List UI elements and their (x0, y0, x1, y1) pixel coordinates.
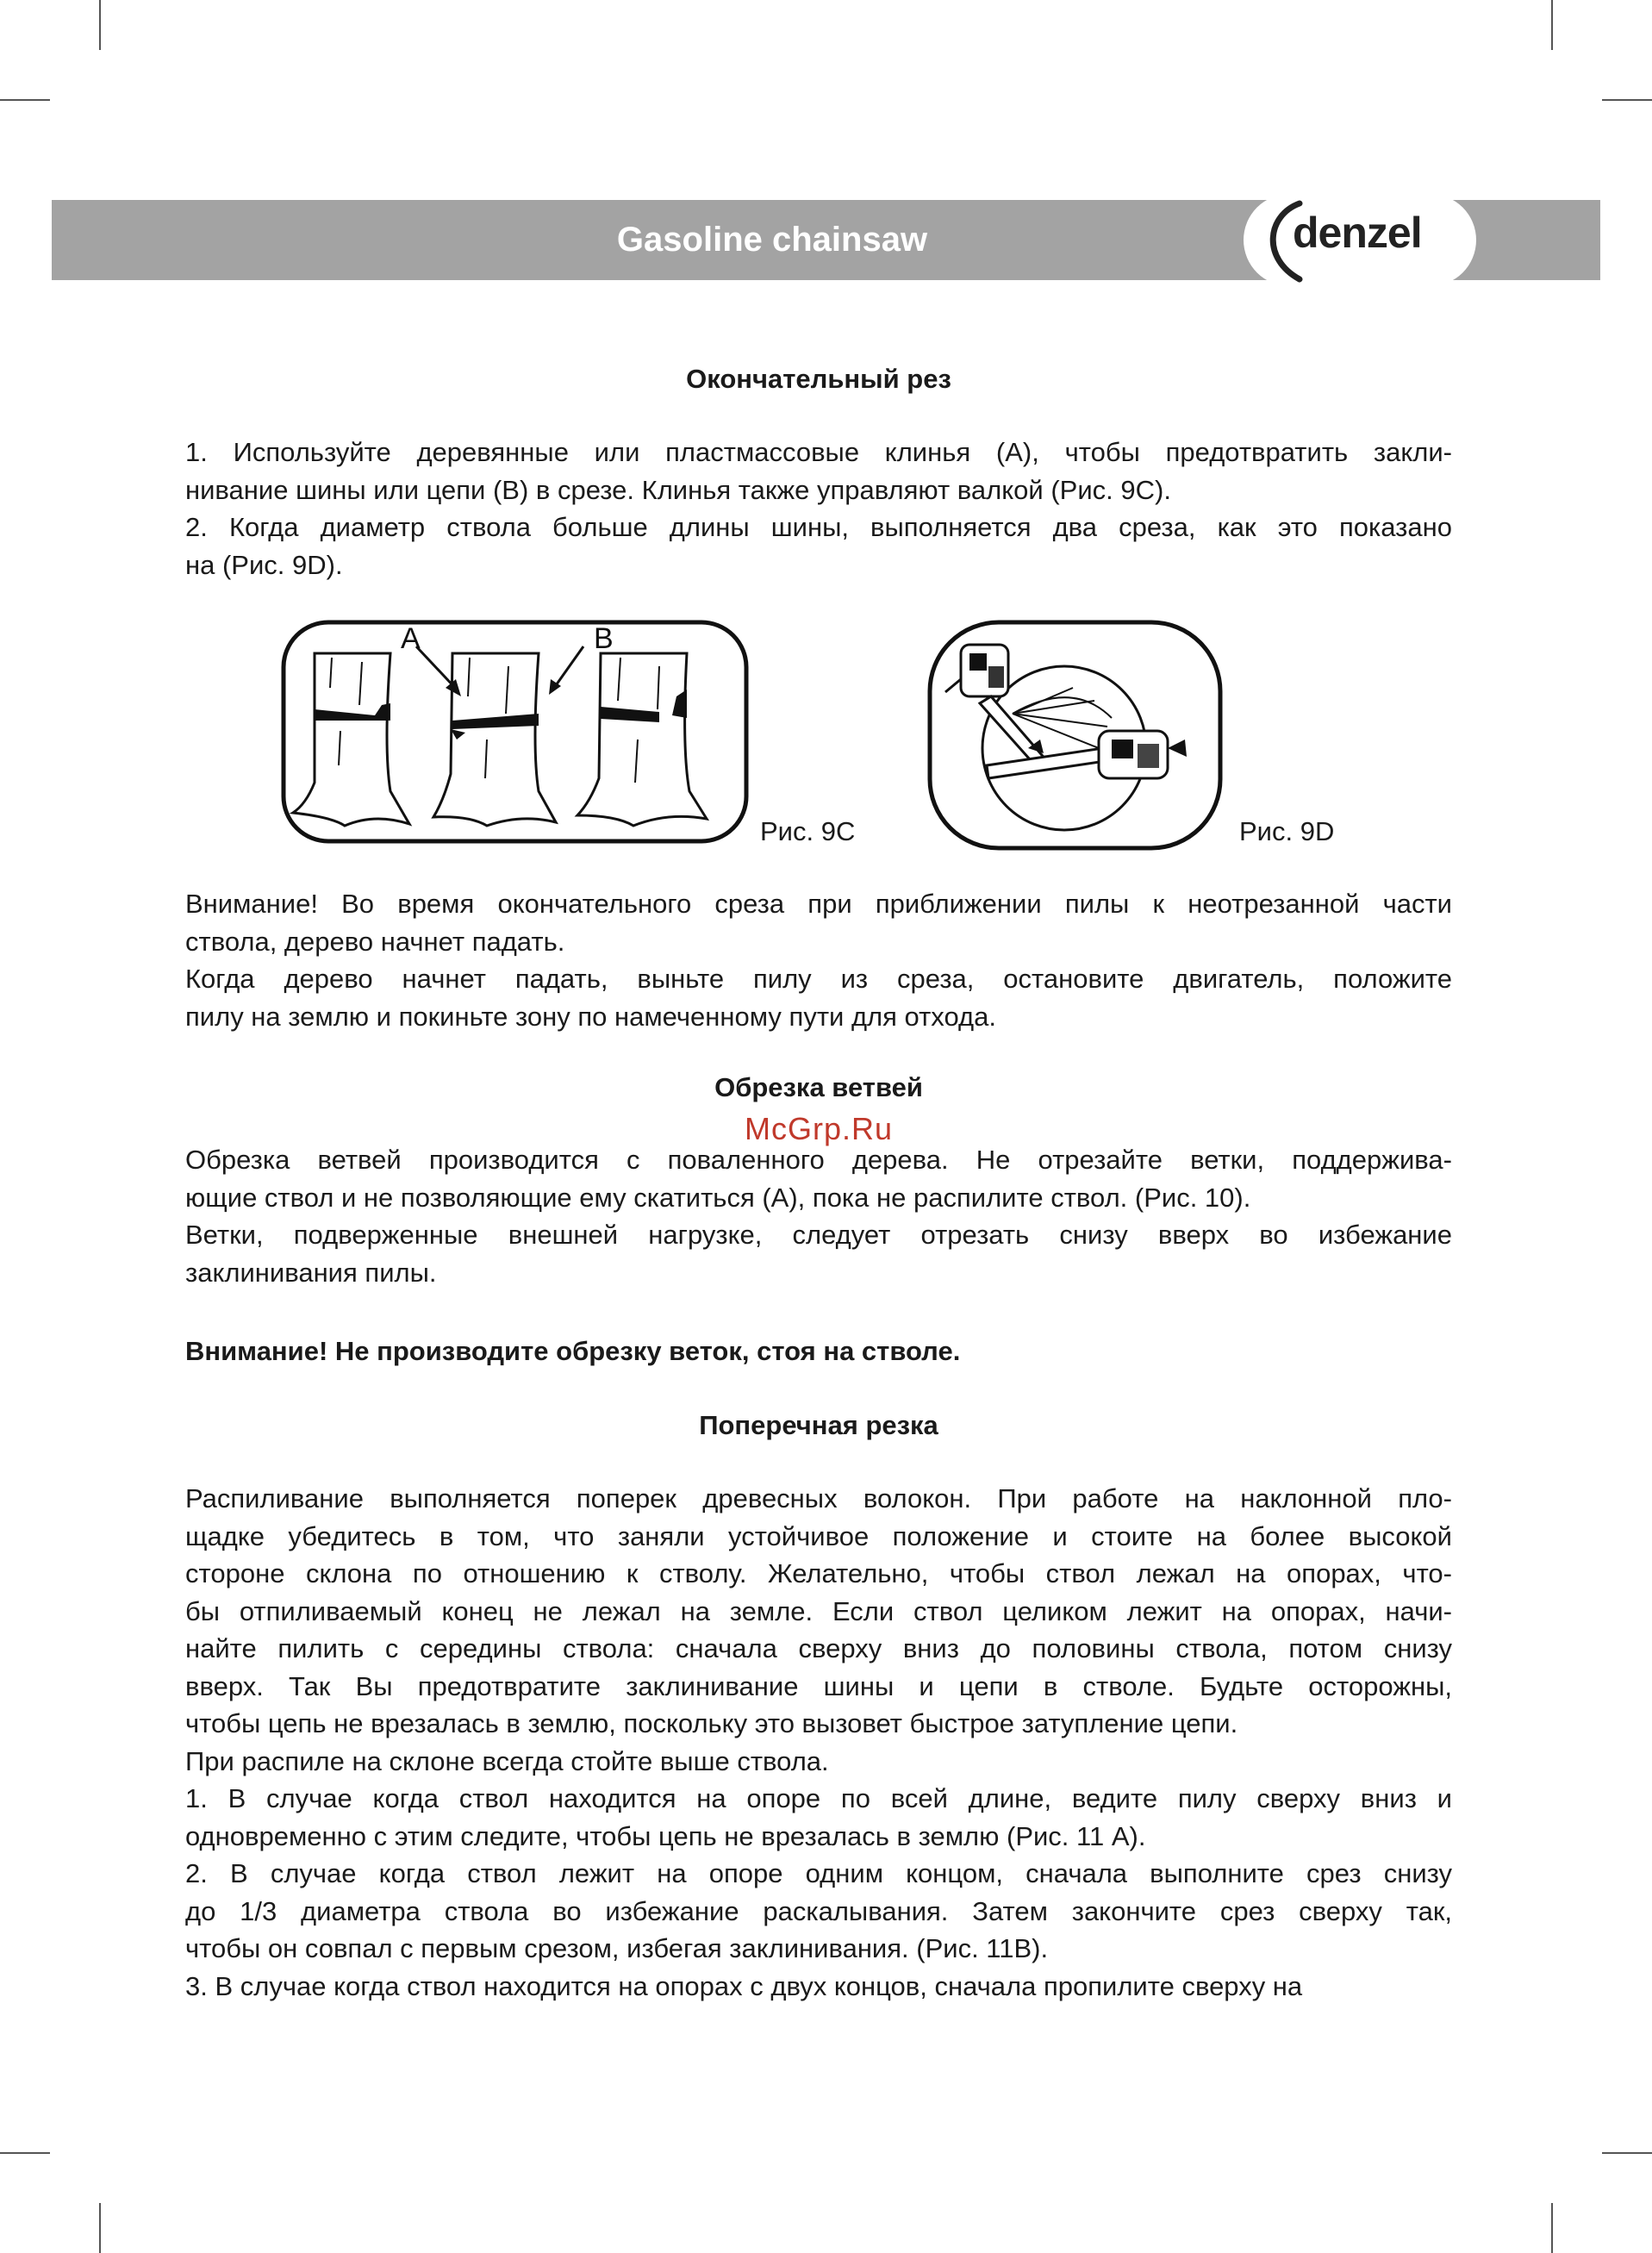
figure-9d-caption: Рис. 9D (1239, 816, 1335, 846)
crop-mark (1602, 99, 1652, 101)
text-line: стороне склона по отношению к стволу. Желательно, чтобы ствол лежал на опорах, что- (185, 1558, 1452, 1588)
text-line: При распиле на склоне всегда стойте выше ствола. (185, 1745, 829, 1776)
text-line: чтобы он совпал с первым срезом, избегая заклинивания. (Рис. 11В). (185, 1933, 1049, 1963)
text-line: 2. В случае когда ствол лежит на опоре одним концом, сначала выполните срез снизу (185, 1858, 1452, 1888)
text-line: нивание шины или цепи (В) в срезе. Клинья также управляют валкой (Рис. 9С). (185, 474, 1171, 505)
crop-mark (99, 2203, 101, 2253)
text-line: 1. В случае когда ствол находится на опоре по всей длине, ведите пилу сверху вниз и (185, 1783, 1452, 1813)
text-line: Ветки, подверженные внешней нагрузке, следует отрезать снизу вверх во избежание (185, 1220, 1452, 1250)
figure-9d-chainsaw (926, 619, 1224, 852)
pruning-text (185, 1141, 1452, 1291)
page-title: Gasoline chainsaw (616, 221, 928, 259)
crop-mark (1551, 0, 1553, 50)
text-line: на (Рис. 9D). (185, 549, 343, 580)
text-line: 1. Используйте деревянные или пластмассовые клинья (А), чтобы предотвратить закли- (185, 437, 1452, 467)
text-line: пилу на землю и покиньте зону по намеченному пути для отхода. (185, 1001, 996, 1032)
watermark: McGrp.Ru (744, 1111, 894, 1146)
crop-mark (0, 99, 50, 101)
figure-label-a: A (401, 622, 421, 655)
text-line: 2. Когда диаметр ствола больше длины шины, выполняется два среза, как это показано (185, 512, 1452, 542)
section-heading-pruning: Обрезка ветвей (714, 1072, 923, 1102)
brand-logo: denzel (1293, 209, 1422, 257)
crop-mark (1602, 2152, 1652, 2154)
text-line: щадке убедитесь в том, что заняли устойчивое положение и стоите на более высокой (185, 1520, 1452, 1551)
pruning-warning: Внимание! Не производите обрезку веток, стоя на стволе. (185, 1336, 961, 1366)
crop-mark (0, 2152, 50, 2154)
text-line: ющие ствол и не позволяющие ему скатиться (А), пока не распилите ствол. (Рис. 10). (185, 1182, 1251, 1213)
crop-mark (99, 0, 101, 50)
cross-cut-text (185, 1480, 1452, 2005)
falling-warning-text (185, 885, 1452, 1035)
text-line: вверх. Так Вы предотвратите заклинивание шины и цепи в стволе. Будьте осторожны, (185, 1670, 1452, 1701)
text-line: Распиливание выполняется поперек древесных волокон. При работе на наклонной пло- (185, 1483, 1452, 1513)
text-line: до 1/3 диаметра ствола во избежание раскалывания. Затем закончите срез сверху так, (185, 1895, 1452, 1926)
text-line: ствола, дерево начнет падать. (185, 926, 565, 957)
figure-label-b: B (594, 622, 614, 655)
text-line: Когда дерево начнет падать, выньте пилу из среза, остановите двигатель, положите (185, 964, 1452, 994)
section-heading-final-cut: Окончательный рез (686, 364, 951, 394)
figure-9c-caption: Рис. 9С (760, 816, 856, 846)
text-line: бы отпиливаемый конец не лежал на земле. Если ствол целиком лежит на опорах, начи- (185, 1595, 1452, 1626)
crop-mark (1551, 2203, 1553, 2253)
text-line: Внимание! Во время окончательного среза при приближении пилы к неотрезанной части (185, 889, 1452, 919)
text-line: заклинивания пилы. (185, 1257, 437, 1288)
final-cut-text (185, 434, 1452, 584)
text-line: Обрезка ветвей производится с поваленного дерева. Не отрезайте ветки, поддержива- (185, 1145, 1452, 1175)
text-line: одновременно с этим следите, чтобы цепь не врезалась в землю (Рис. 11 А). (185, 1820, 1146, 1851)
text-line: 3. В случае когда ствол находится на опорах с двух концов, сначала пропилите сверху на (185, 1970, 1303, 2001)
section-heading-cross-cut: Поперечная резка (699, 1410, 938, 1440)
text-line: найте пилить с середины ствола: сначала сверху вниз до половины ствола, потом снизу (185, 1633, 1452, 1663)
figure-9c-wedges (280, 619, 750, 845)
text-line: чтобы цепь не врезалась в землю, поскольку это вызовет быстрое затупление цепи. (185, 1708, 1238, 1738)
